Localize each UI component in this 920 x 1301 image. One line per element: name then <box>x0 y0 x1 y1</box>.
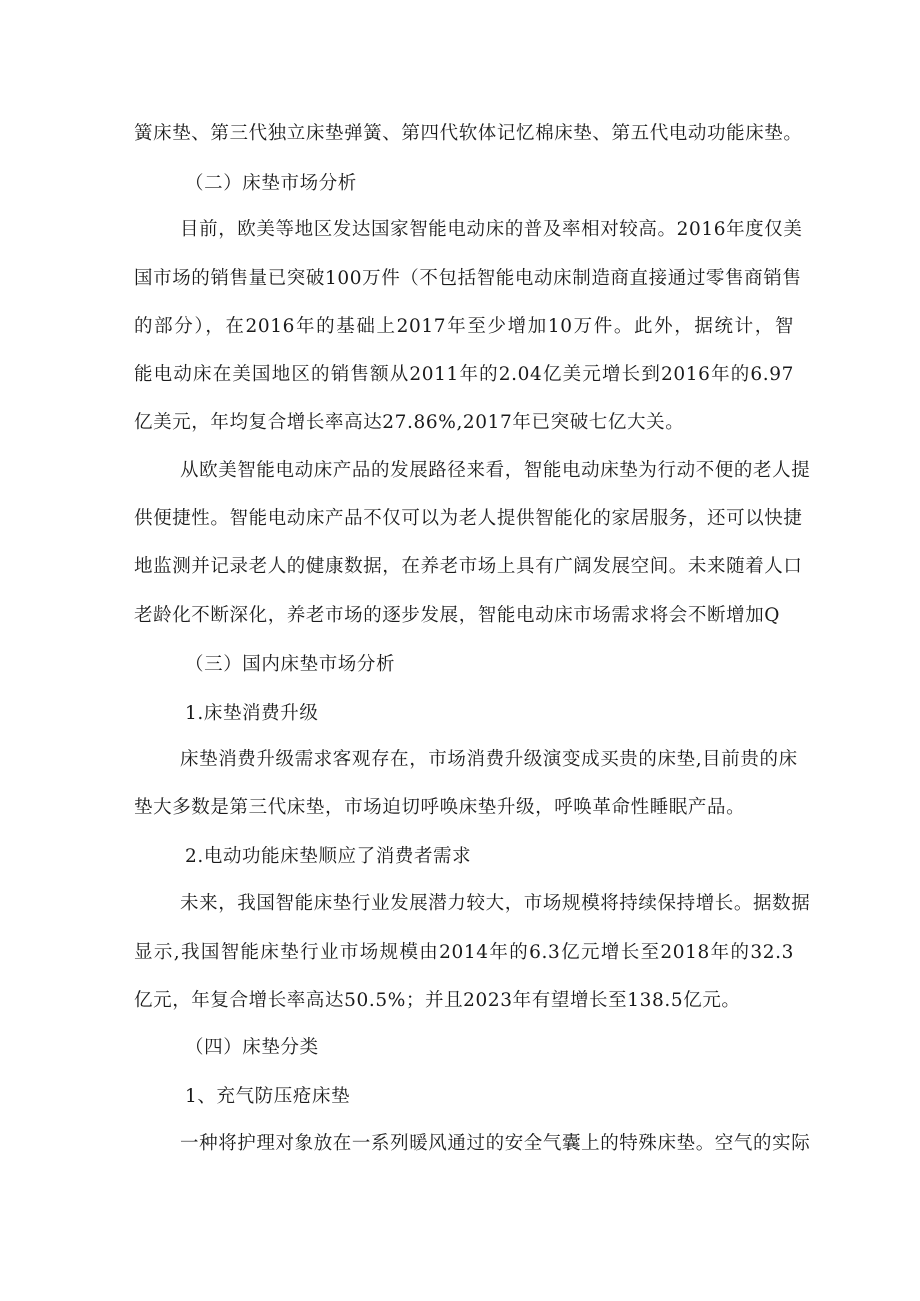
paragraph-line: 垫大多数是第三代床垫，市场迫切呼唤床垫升级，呼唤革命性睡眠产品。 <box>134 797 746 818</box>
subsection-heading: 1、充气防压疮床垫 <box>185 1086 351 1107</box>
paragraph-line: 目前，欧美等地区发达国家智能电动床的普及率相对较高。2016年度仅美 <box>180 219 803 240</box>
paragraph-line: 能电动床在美国地区的销售额从2011年的2.04亿美元增长到2016年的6.97 <box>134 364 794 385</box>
paragraph-line: 老龄化不断深化，养老市场的逐步发展，智能电动床市场需求将会不断增加Q <box>134 605 781 626</box>
paragraph-line: 从欧美智能电动床产品的发展路径来看，智能电动床垫为行动不便的老人提 <box>180 460 811 481</box>
section-heading: （二）床垫市场分析 <box>185 173 357 194</box>
paragraph-line: 供便捷性。智能电动床产品不仅可以为老人提供智能化的家居服务，还可以快捷 <box>134 508 803 529</box>
paragraph-line: 床垫消费升级需求客观存在，市场消费升级演变成买贵的床垫,目前贵的床 <box>180 749 798 770</box>
paragraph-line: 簧床垫、第三代独立床垫弹簧、第四代软体记忆棉床垫、第五代电动功能床垫。 <box>134 123 803 144</box>
section-heading: （四）床垫分类 <box>185 1037 319 1058</box>
paragraph-line: 亿美元，年均复合增长率高达27.86%,2017年已突破七亿大关。 <box>134 412 685 433</box>
paragraph-line: 显示,我国智能床垫行业市场规模由2014年的6.3亿元增长至2018年的32.3 <box>134 942 794 963</box>
paragraph-line: 一种将护理对象放在一系列暖风通过的安全气囊上的特殊床垫。空气的实际 <box>180 1133 811 1154</box>
paragraph-line: 地监测并记录老人的健康数据，在养老市场上具有广阔发展空间。未来随着人口 <box>134 556 803 577</box>
paragraph-line: 未来，我国智能床垫行业发展潜力较大，市场规模将持续保持增长。据数据 <box>180 893 811 914</box>
paragraph-line: 的部分），在2016年的基础上2017年至少增加10万件。此外，据统计，智 <box>134 316 794 337</box>
paragraph-line: 国市场的销售量已突破100万件（不包括智能电动床制造商直接通过零售商销售 <box>134 268 802 289</box>
paragraph-line: 亿元，年复合增长率高达50.5%；并且2023年有望增长至138.5亿元。 <box>134 990 741 1011</box>
subsection-heading: 2.电动功能床垫顺应了消费者需求 <box>185 846 472 867</box>
section-heading: （三）国内床垫市场分析 <box>185 654 396 675</box>
subsection-heading: 1.床垫消费升级 <box>185 703 319 724</box>
